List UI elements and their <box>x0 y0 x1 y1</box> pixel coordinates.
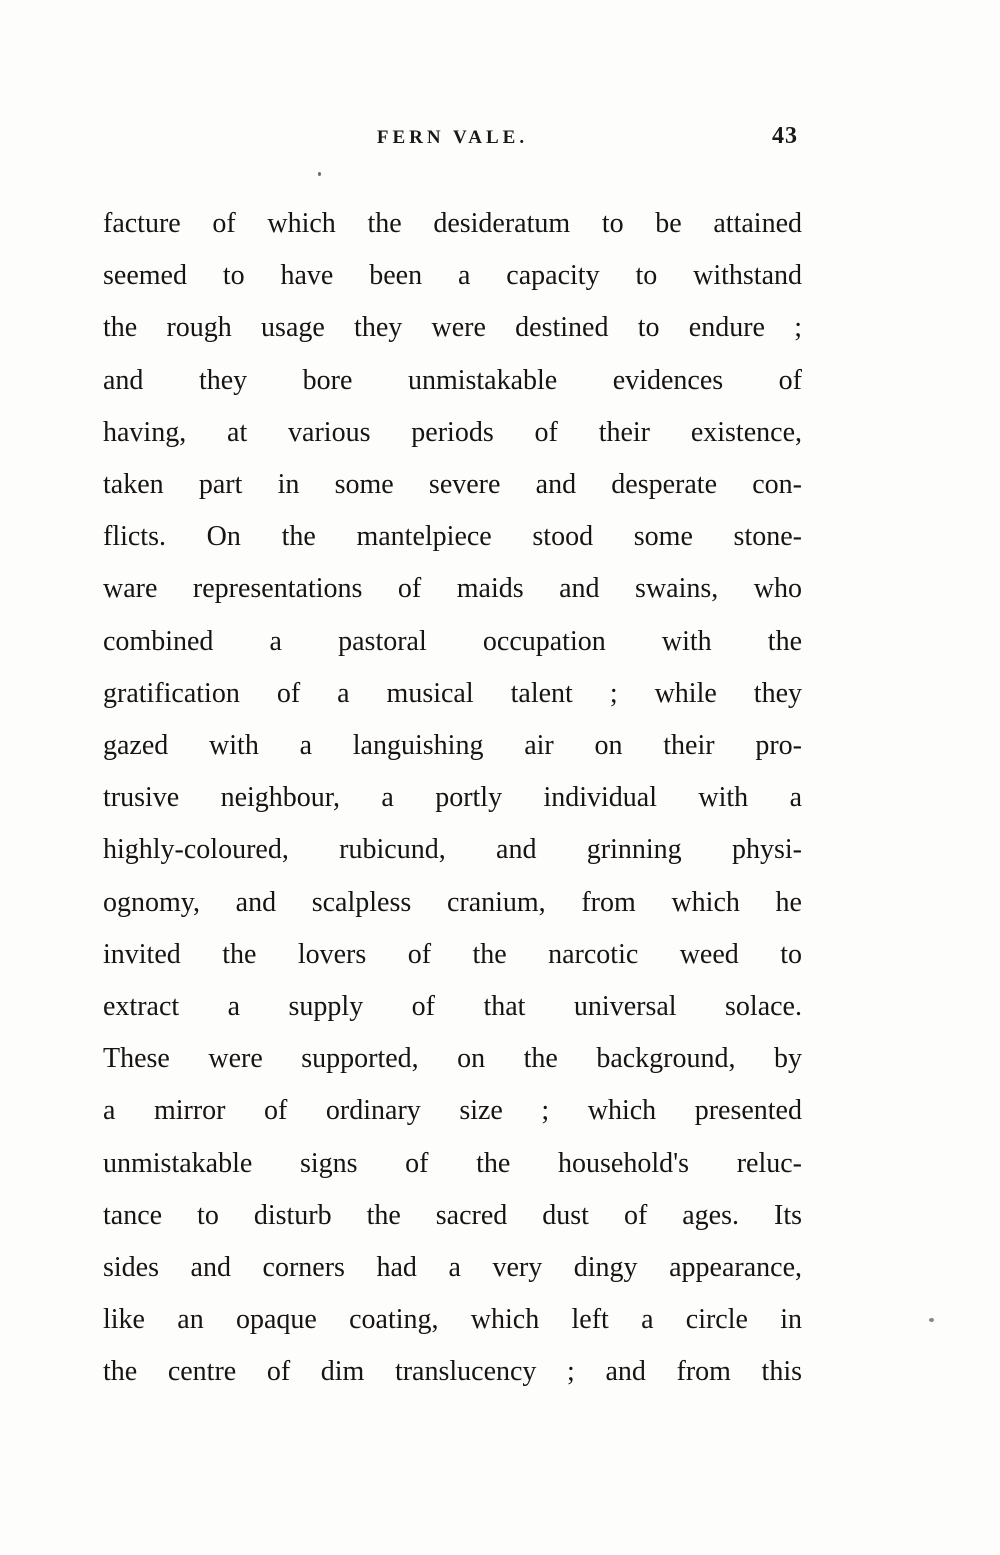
page-header <box>103 123 802 159</box>
text-line: and they bore unmistakable evidences of <box>103 364 802 396</box>
scan-artifact-dot <box>929 1318 934 1322</box>
text-line: extract a supply of that universal solace. <box>103 991 802 1023</box>
text-line: a mirror of ordinary size ; which presented <box>103 1095 802 1127</box>
text-line: invited the lovers of the narcotic weed to <box>103 938 802 970</box>
running-title: FERN VALE. <box>376 127 529 148</box>
text-line: sides and corners had a very dingy appearance, <box>103 1252 802 1284</box>
text-line: ognomy, and scalpless cranium, from which he <box>103 886 802 918</box>
text-line: tance to disturb the sacred dust of ages. Its <box>103 1199 802 1231</box>
body-text <box>103 198 802 1399</box>
text-line: trusive neighbour, a portly individual with a <box>103 782 802 814</box>
text-line: combined a pastoral occupation with the <box>103 625 802 657</box>
text-line: ware representations of maids and swains, who <box>103 573 802 605</box>
text-line: highly-coloured, rubicund, and grinning physi- <box>103 834 802 866</box>
text-line: taken part in some severe and desperate con- <box>103 469 802 501</box>
text-line: gazed with a languishing air on their pro- <box>103 730 802 762</box>
text-line: the centre of dim translucency ; and from this <box>103 1356 802 1388</box>
text-line: having, at various periods of their existence, <box>103 416 802 448</box>
scan-artifact-dot <box>318 172 321 176</box>
text-line: These were supported, on the background, by <box>103 1043 802 1075</box>
text-line: unmistakable signs of the household's reluc- <box>103 1147 802 1179</box>
text-line: facture of which the desideratum to be attained <box>103 208 802 239</box>
page-number: 43 <box>772 123 798 149</box>
text-line: flicts. On the mantelpiece stood some stone- <box>103 521 802 553</box>
text-line: gratification of a musical talent ; while they <box>103 677 802 709</box>
text-line: seemed to have been a capacity to withstand <box>103 260 802 292</box>
text-line: the rough usage they were destined to endure ; <box>103 312 802 344</box>
text-line: like an opaque coating, which left a circle in <box>103 1304 802 1336</box>
